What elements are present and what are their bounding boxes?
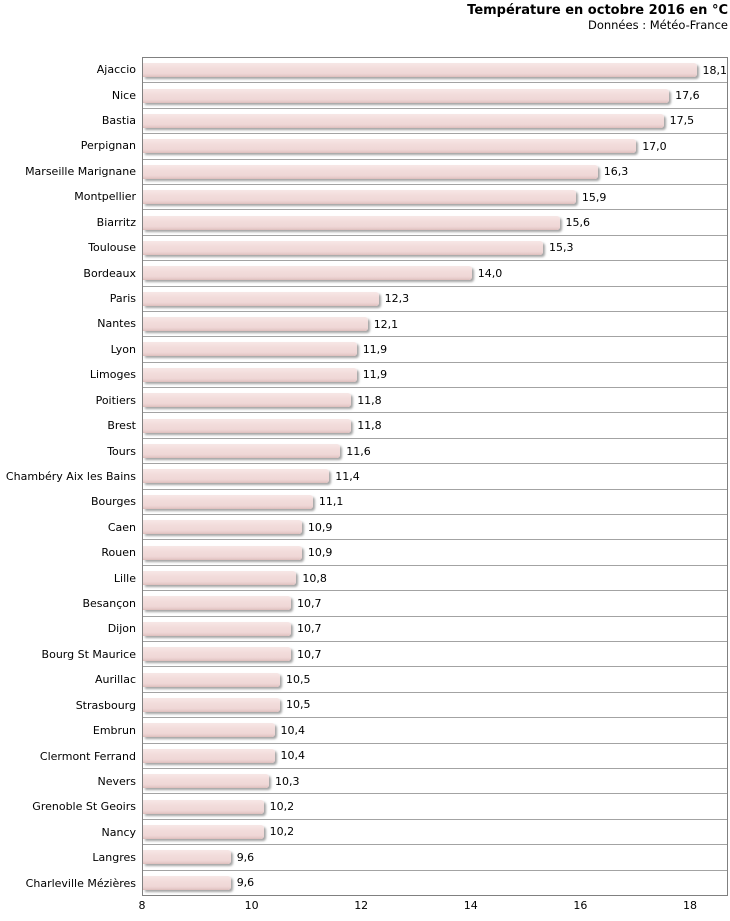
chart-row [143,160,727,185]
value-label: 11,8 [357,419,382,433]
temperature-bar [143,139,636,153]
temperature-bar [143,342,357,356]
value-label: 15,6 [565,216,590,230]
temperature-bar [143,546,302,560]
temperature-bar [143,647,291,661]
chart-row [143,109,727,134]
value-label: 10,4 [280,749,305,763]
x-axis-tick-label: 10 [244,899,259,912]
value-label: 11,8 [357,393,382,407]
value-label: 10,9 [307,546,333,560]
chart-row [143,540,727,565]
category-label: Bastia [101,114,136,128]
category-label: Embrun [92,724,136,738]
chart-row [143,388,727,413]
x-axis-tick-label: 12 [354,899,369,912]
category-label: Grenoble St Geoirs [32,800,136,814]
value-label: 12,1 [373,317,399,331]
category-label: Bourges [90,495,136,509]
temperature-bar [143,673,280,687]
category-label: Bourg St Maurice [41,647,136,661]
chart-row [143,718,727,743]
temperature-bar [143,749,275,763]
category-label: Strasbourg [75,698,136,712]
value-label: 10,7 [297,647,322,661]
value-label: 11,9 [362,368,388,382]
chart-subtitle: Données : Météo-France [587,18,728,32]
value-label: 15,9 [581,190,607,204]
value-label: 10,8 [302,571,327,585]
temperature-bar [143,292,379,306]
chart-row [143,261,727,286]
chart-title: Température en octobre 2016 en °C [467,3,728,18]
chart-row [143,769,727,794]
chart-row [143,744,727,769]
chart-row [143,210,727,235]
chart-row [143,693,727,718]
category-label: Langres [92,851,136,865]
category-label: Lyon [110,342,136,356]
value-label: 10,7 [297,622,322,636]
temperature-bar [143,876,231,890]
chart-row [143,58,727,83]
x-axis-tick-label: 18 [683,899,697,912]
chart-row [143,464,727,489]
category-label: Montpellier [74,190,136,204]
category-label: Lille [113,571,136,585]
chart-header [467,3,728,33]
value-label: 11,9 [362,342,388,356]
chart-row [143,134,727,159]
chart-row [143,185,727,210]
chart-row [143,591,727,616]
value-label: 10,3 [275,774,300,788]
chart-row [143,845,727,870]
x-axis-tick-label: 14 [463,899,478,912]
chart-row [143,287,727,312]
category-label: Clermont Ferrand [39,749,136,763]
temperature-bar [143,698,280,712]
category-label: Poitiers [95,393,136,407]
value-label: 11,6 [346,444,371,458]
temperature-bar [143,190,576,204]
category-label: Paris [109,292,136,305]
chart-row [143,617,727,642]
category-label: Ajaccio [96,63,136,77]
value-label: 9,6 [236,876,255,890]
value-label: 16,3 [603,165,629,179]
value-label: 10,9 [307,520,333,534]
category-label: Brest [107,419,136,433]
chart-row [143,871,727,895]
temperature-bar [143,444,340,458]
category-label: Caen [107,520,136,534]
temperature-bar [143,469,329,483]
value-label: 17,6 [675,89,700,103]
temperature-bar [143,165,598,179]
category-label: Dijon [107,622,136,636]
temperature-bar [143,723,275,737]
chart-row [143,363,727,388]
value-label: 17,5 [669,114,695,128]
temperature-bar [143,622,291,636]
value-label: 10,5 [286,673,311,687]
category-label: Chambéry Aix les Bains [5,469,136,483]
temperature-bar [143,800,264,814]
temperature-bar [143,774,269,788]
category-label: Nancy [101,825,136,839]
category-labels [0,57,136,896]
chart-row [143,236,727,261]
value-label: 10,5 [286,698,311,712]
chart-row [143,566,727,591]
category-label: Bordeaux [83,266,136,280]
value-label: 15,3 [549,241,574,255]
category-label: Besançon [82,597,136,611]
x-axis-tick-label: 16 [573,899,588,912]
value-label: 12,3 [384,292,410,306]
chart-row [143,490,727,515]
value-label: 14,0 [477,266,503,280]
value-label: 10,2 [269,825,295,839]
value-label: 11,1 [318,495,344,509]
value-label: 10,2 [269,800,295,814]
x-axis-tick-label: 8 [138,899,146,912]
temperature-bar [143,114,664,128]
category-label: Charleville Mézières [25,876,136,890]
temperature-bar [143,216,560,230]
chart-row [143,515,727,540]
temperature-bar [143,571,296,585]
category-label: Rouen [101,546,136,560]
value-label: 10,4 [280,723,305,737]
category-label: Limoges [89,368,136,382]
plot-area [142,57,728,896]
temperature-bar [143,495,313,509]
chart-row [143,337,727,362]
temperature-bar [143,393,351,407]
x-axis [0,899,730,915]
chart-row [143,642,727,667]
temperature-bar [143,63,697,77]
chart-row [143,83,727,108]
category-label: Toulouse [88,241,136,255]
category-label: Nevers [97,775,136,789]
chart-row [143,794,727,819]
chart-row [143,667,727,692]
temperature-bar [143,520,302,534]
temperature-bar [143,266,472,280]
category-label: Tours [107,444,136,458]
value-label: 9,6 [236,850,255,864]
chart-row [143,820,727,845]
category-label: Nice [111,88,136,102]
value-label: 11,4 [335,469,360,483]
category-label: Perpignan [80,139,136,153]
temperature-bar [143,825,264,839]
chart-row [143,413,727,438]
value-label: 10,7 [297,596,322,610]
temperature-bar [143,850,231,864]
temperature-bar [143,241,543,255]
category-label: Nantes [97,317,136,331]
temperature-bar [143,368,357,382]
value-label: 17,0 [642,139,667,153]
temperature-bar [143,317,368,331]
temperature-bar [143,419,351,433]
temperature-bar [143,89,669,103]
chart-row [143,312,727,337]
category-label: Marseille Marignane [25,164,136,178]
chart-row [143,439,727,464]
category-label: Biarritz [96,215,136,229]
temperature-bar [143,596,291,610]
value-label: 18,1 [702,63,727,77]
category-label: Aurillac [95,673,136,687]
